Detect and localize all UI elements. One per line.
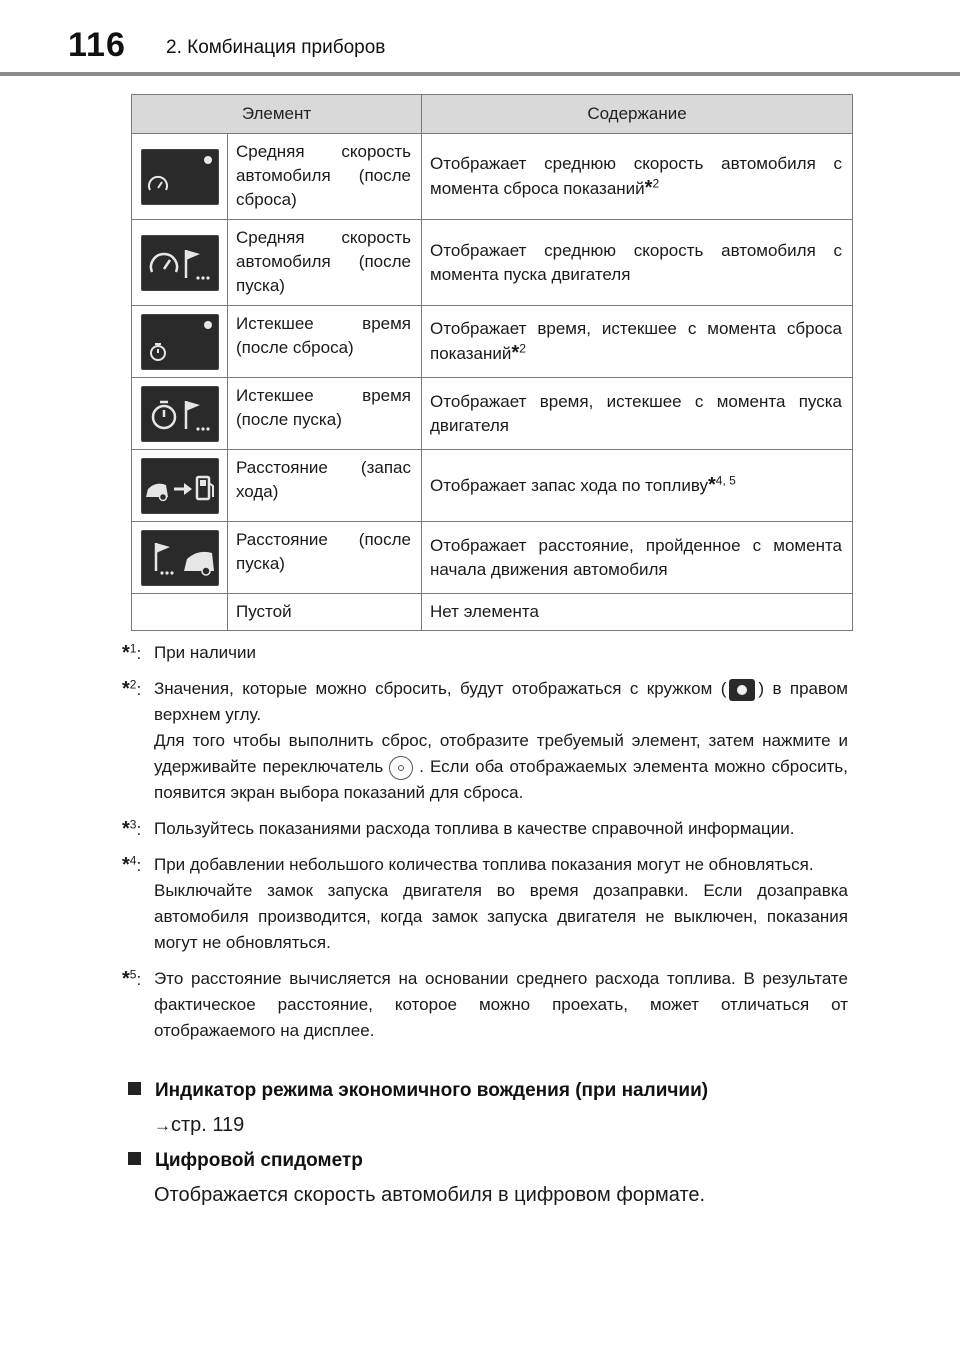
reset-circle-badge-icon	[729, 679, 755, 701]
page-header	[0, 0, 960, 80]
stopwatch-reset-icon	[141, 314, 219, 370]
footnote-3: *$^3$: Пользуйтесь показаниями расхода топлива в качестве справочной информации.	[122, 816, 848, 842]
section-bullet-icon	[128, 1152, 141, 1165]
item-description: Отображает среднюю скорость автомобиля с момента сброса показаний*$^2$	[422, 134, 853, 220]
footnote-marker: *$^3$:	[122, 817, 142, 840]
item-name: Пустой	[228, 594, 422, 631]
item-name: Средняя скорость автомобиля (после пуска)	[228, 220, 422, 306]
item-name: Средняя скорость автомобиля (после сброса)	[228, 134, 422, 220]
item-description: Отображает расстояние, пройденное с момента начала движения автомобиля	[422, 522, 853, 594]
footnote-marker: *$^2$:	[122, 677, 142, 700]
footnote-marker: *$^5$:	[122, 967, 142, 990]
table-header-row	[132, 95, 853, 134]
section-title: Индикатор режима экономичного вождения (при наличии)	[155, 1080, 709, 1101]
control-switch-icon	[389, 756, 413, 780]
chapter-title: 2. Комбинация приборов	[166, 37, 386, 58]
speedometer-reset-icon	[141, 149, 219, 205]
footnote-1: *$^1$: При наличии	[122, 640, 848, 666]
page-reference[interactable]: →стр. 119	[154, 1114, 245, 1136]
page-number: 116	[68, 26, 126, 64]
footnote-marker: *$^1$:	[122, 641, 142, 664]
table-row	[132, 450, 853, 522]
item-name: Расстояние (запас хода)	[228, 450, 422, 522]
item-description: Отображает запас хода по топливу*$^{4, 5}$	[422, 450, 853, 522]
table-row	[132, 306, 853, 378]
item-name: Истекшее время (после пуска)	[228, 378, 422, 450]
item-description: Нет элемента	[422, 594, 853, 631]
column-header-element: Элемент	[132, 95, 422, 134]
footnotes	[122, 640, 848, 1054]
eco-driving-indicator-section	[128, 1080, 868, 1137]
section-bullet-icon	[128, 1082, 141, 1095]
item-description: Отображает время, истекшее с момента сброса показаний*$^2$	[422, 306, 853, 378]
item-description: Отображает время, истекшее с момента пуска двигателя	[422, 378, 853, 450]
car-fuel-range-icon	[141, 458, 219, 514]
item-name: Истекшее время (после сброса)	[228, 306, 422, 378]
item-description: Отображает среднюю скорость автомобиля с момента пуска двигателя	[422, 220, 853, 306]
footnote-4: *$^4$: При добавлении небольшого количества топлива показания могут не обновляться. Выключайте замок запуска двигателя во время дозаправки. Если дозаправка автомобиля производится, когда замок запуска двигателя не выключен, показания могут не обновляться.	[122, 853, 848, 952]
table-row	[132, 378, 853, 450]
table-row	[132, 522, 853, 594]
footnote-marker: *$^4$:	[122, 853, 142, 876]
column-header-content: Содержание	[422, 95, 853, 134]
speedometer-flag-icon	[141, 235, 219, 291]
section-title: Цифровой спидометр	[155, 1150, 363, 1171]
flag-car-distance-icon	[141, 530, 219, 586]
digital-speedometer-section	[128, 1150, 868, 1207]
table-row	[132, 134, 853, 220]
table-row	[132, 220, 853, 306]
display-items-table	[131, 94, 853, 631]
arrow-right-icon: →	[154, 1116, 171, 1135]
section-text: Отображается скорость автомобиля в цифровом формате.	[154, 1184, 706, 1206]
empty-icon-cell	[132, 594, 228, 631]
item-name: Расстояние (после пуска)	[228, 522, 422, 594]
footnote-5: *$^5$: Это расстояние вычисляется на основании среднего расхода топлива. В результате фактическое расстояние, которое можно проехать, может отличаться от отображаемого на дисплее.	[122, 967, 848, 1040]
stopwatch-flag-icon	[141, 386, 219, 442]
table-row	[132, 594, 853, 631]
header-divider	[0, 72, 960, 76]
footnote-2: *$^2$: Значения, которые можно сбросить, будут отображаться с кружком ( ) в правом верхнем углу. Для того чтобы выполнить сброс, отобразите требуемый элемент, затем нажмите и удерживайте переключатель . Если оба отображаемых элемента можно сбросить, появится экран выбора показаний для сброса.	[122, 677, 849, 802]
